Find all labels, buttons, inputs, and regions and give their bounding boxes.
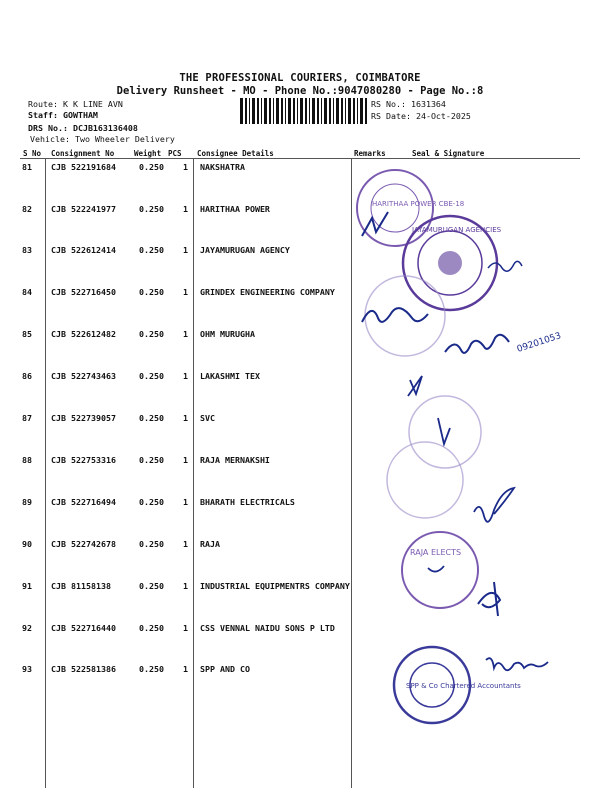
col-header-seal: Seal & Signature <box>412 149 485 158</box>
row-sno: 83 <box>22 245 32 255</box>
row-consignment: CJB 81158138 <box>51 581 111 591</box>
runsheet-subtitle: Delivery Runsheet - MO - Phone No.:9047080280 - Page No.:8 <box>116 85 484 97</box>
rs-date: RS Date: 24-Oct-2025 <box>371 111 471 121</box>
row-sno: 85 <box>22 329 32 339</box>
barcode-bar <box>341 98 343 124</box>
row-consignment: CJB 522581386 <box>51 664 116 674</box>
table-row <box>0 455 600 469</box>
row-weight: 0.250 <box>139 664 164 674</box>
barcode-bar <box>297 98 298 124</box>
barcode-bar <box>293 98 295 124</box>
table-row <box>0 204 600 218</box>
col-header-consignment: Consignment No <box>51 149 115 158</box>
row-consignment: CJB 522612482 <box>51 329 116 339</box>
row-consignee: RAJA <box>200 539 220 549</box>
rs-number: RS No.: 1631364 <box>371 99 446 109</box>
row-consignee: NAKSHATRA <box>200 162 245 172</box>
row-pcs: 1 <box>183 623 188 633</box>
row-weight: 0.250 <box>139 623 164 633</box>
barcode-bar <box>261 98 262 124</box>
row-consignment: CJB 522191684 <box>51 162 116 172</box>
row-sno: 84 <box>22 287 32 297</box>
row-consignee: HARITHAA POWER <box>200 204 270 214</box>
row-consignment: CJB 522241977 <box>51 204 116 214</box>
signature-90 <box>428 566 444 572</box>
row-weight: 0.250 <box>139 245 164 255</box>
table-row <box>0 245 600 259</box>
barcode-bar <box>345 98 346 124</box>
row-weight: 0.250 <box>139 287 164 297</box>
row-sno: 90 <box>22 539 32 549</box>
col-header-weight: Weight <box>134 149 162 158</box>
barcode-bar <box>333 98 334 124</box>
row-consignment: CJB 522716494 <box>51 497 116 507</box>
row-consignment: CJB 522739057 <box>51 413 116 423</box>
row-consignment: CJB 522716450 <box>51 287 116 297</box>
row-weight: 0.250 <box>139 162 164 172</box>
row-consignment: CJB 522742678 <box>51 539 116 549</box>
barcode-bar <box>321 98 322 124</box>
table-row <box>0 413 600 427</box>
row-consignee: SVC <box>200 413 215 423</box>
barcode-bar <box>309 98 310 124</box>
stamp-raja-text: RAJA ELECTS <box>410 548 462 557</box>
row-pcs: 1 <box>183 245 188 255</box>
row-weight: 0.250 <box>139 413 164 423</box>
row-sno: 86 <box>22 371 32 381</box>
row-pcs: 1 <box>183 455 188 465</box>
row-consignee: BHARATH ELECTRICALS <box>200 497 295 507</box>
row-pcs: 1 <box>183 287 188 297</box>
stamp-jayamurugan-text: JAYAMURUGAN AGENCIES <box>412 226 502 234</box>
barcode-bar <box>357 98 358 124</box>
barcode-bar <box>365 98 367 124</box>
barcode-bar <box>285 98 286 124</box>
row-sno: 82 <box>22 204 32 214</box>
row-sno: 81 <box>22 162 32 172</box>
row-sno: 91 <box>22 581 32 591</box>
barcode-bar <box>240 98 243 124</box>
handwritten-note-85: 09201053 <box>515 331 563 355</box>
barcode-bar <box>264 98 267 124</box>
barcode-bar <box>317 98 319 124</box>
barcode-bar <box>353 98 355 124</box>
row-pcs: 1 <box>183 664 188 674</box>
barcode-bar <box>312 98 315 124</box>
row-consignment: CJB 522743463 <box>51 371 116 381</box>
barcode-bar <box>281 98 283 124</box>
row-consignee: CSS VENNAL NAIDU SONS P LTD <box>200 623 335 633</box>
barcode-bar <box>329 98 331 124</box>
row-consignee: GRINDEX ENGINEERING COMPANY <box>200 287 335 297</box>
barcode-bar <box>276 98 279 124</box>
row-consignee: SPP AND CO <box>200 664 250 674</box>
barcode-bar <box>305 98 307 124</box>
barcode-bar <box>252 98 255 124</box>
row-weight: 0.250 <box>139 497 164 507</box>
table-row <box>0 329 600 343</box>
barcode <box>240 98 368 124</box>
col-header-consignee: Consignee Details <box>197 149 274 158</box>
row-weight: 0.250 <box>139 329 164 339</box>
staff-label: Staff: GOWTHAM <box>28 110 98 120</box>
row-pcs: 1 <box>183 204 188 214</box>
drs-number: DRS No.: DCJB163136408 <box>28 123 138 133</box>
row-consignment: CJB 522612414 <box>51 245 116 255</box>
row-consignment: CJB 522716440 <box>51 623 116 633</box>
row-consignee: INDUSTRIAL EQUIPMENTRS COMPANY <box>200 581 350 591</box>
stamp-spp-text: SPP & Co Chartered Accountants <box>406 682 521 690</box>
row-pcs: 1 <box>183 371 188 381</box>
row-weight: 0.250 <box>139 581 164 591</box>
vehicle-label: Vehicle: Two Wheeler Delivery <box>30 134 175 144</box>
company-title: THE PROFESSIONAL COURIERS, COIMBATORE <box>179 72 421 84</box>
table-row <box>0 664 600 678</box>
row-sno: 89 <box>22 497 32 507</box>
barcode-bar <box>288 98 291 124</box>
stamp-harithaa-text: HARITHAA POWER CBE-18 <box>372 200 465 208</box>
barcode-bar <box>336 98 339 124</box>
row-consignment: CJB 522753316 <box>51 455 116 465</box>
row-pcs: 1 <box>183 413 188 423</box>
row-consignee: LAKASHMI TEX <box>200 371 260 381</box>
barcode-bar <box>348 98 351 124</box>
col-header-sno: S No <box>23 149 42 158</box>
row-consignee: JAYAMURUGAN AGENCY <box>200 245 290 255</box>
table-row <box>0 287 600 301</box>
row-consignee: OHM MURUGHA <box>200 329 255 339</box>
row-pcs: 1 <box>183 162 188 172</box>
row-weight: 0.250 <box>139 204 164 214</box>
table-row <box>0 623 600 637</box>
table-row <box>0 497 600 511</box>
barcode-bar <box>324 98 327 124</box>
table-row <box>0 371 600 385</box>
col-header-remarks: Remarks <box>354 149 386 158</box>
row-pcs: 1 <box>183 329 188 339</box>
table-row <box>0 539 600 553</box>
row-weight: 0.250 <box>139 455 164 465</box>
route-label: Route: K K LINE AVN <box>28 99 123 109</box>
row-sno: 92 <box>22 623 32 633</box>
barcode-bar <box>245 98 247 124</box>
row-weight: 0.250 <box>139 371 164 381</box>
signature-84 <box>362 308 428 322</box>
table-row <box>0 162 600 176</box>
header-divider <box>20 158 580 159</box>
barcode-bar <box>273 98 274 124</box>
signature-83 <box>488 261 522 271</box>
row-consignee: RAJA MERNAKSHI <box>200 455 270 465</box>
row-pcs: 1 <box>183 497 188 507</box>
barcode-bar <box>249 98 250 124</box>
barcode-bar <box>360 98 363 124</box>
barcode-bar <box>300 98 303 124</box>
row-pcs: 1 <box>183 581 188 591</box>
stamp-spp <box>394 647 521 723</box>
row-sno: 93 <box>22 664 32 674</box>
col-header-pcs: PCS <box>168 149 182 158</box>
row-pcs: 1 <box>183 539 188 549</box>
barcode-bar <box>269 98 271 124</box>
table-row <box>0 581 600 595</box>
barcode-bar <box>257 98 259 124</box>
row-sno: 87 <box>22 413 32 423</box>
row-weight: 0.250 <box>139 539 164 549</box>
row-sno: 88 <box>22 455 32 465</box>
